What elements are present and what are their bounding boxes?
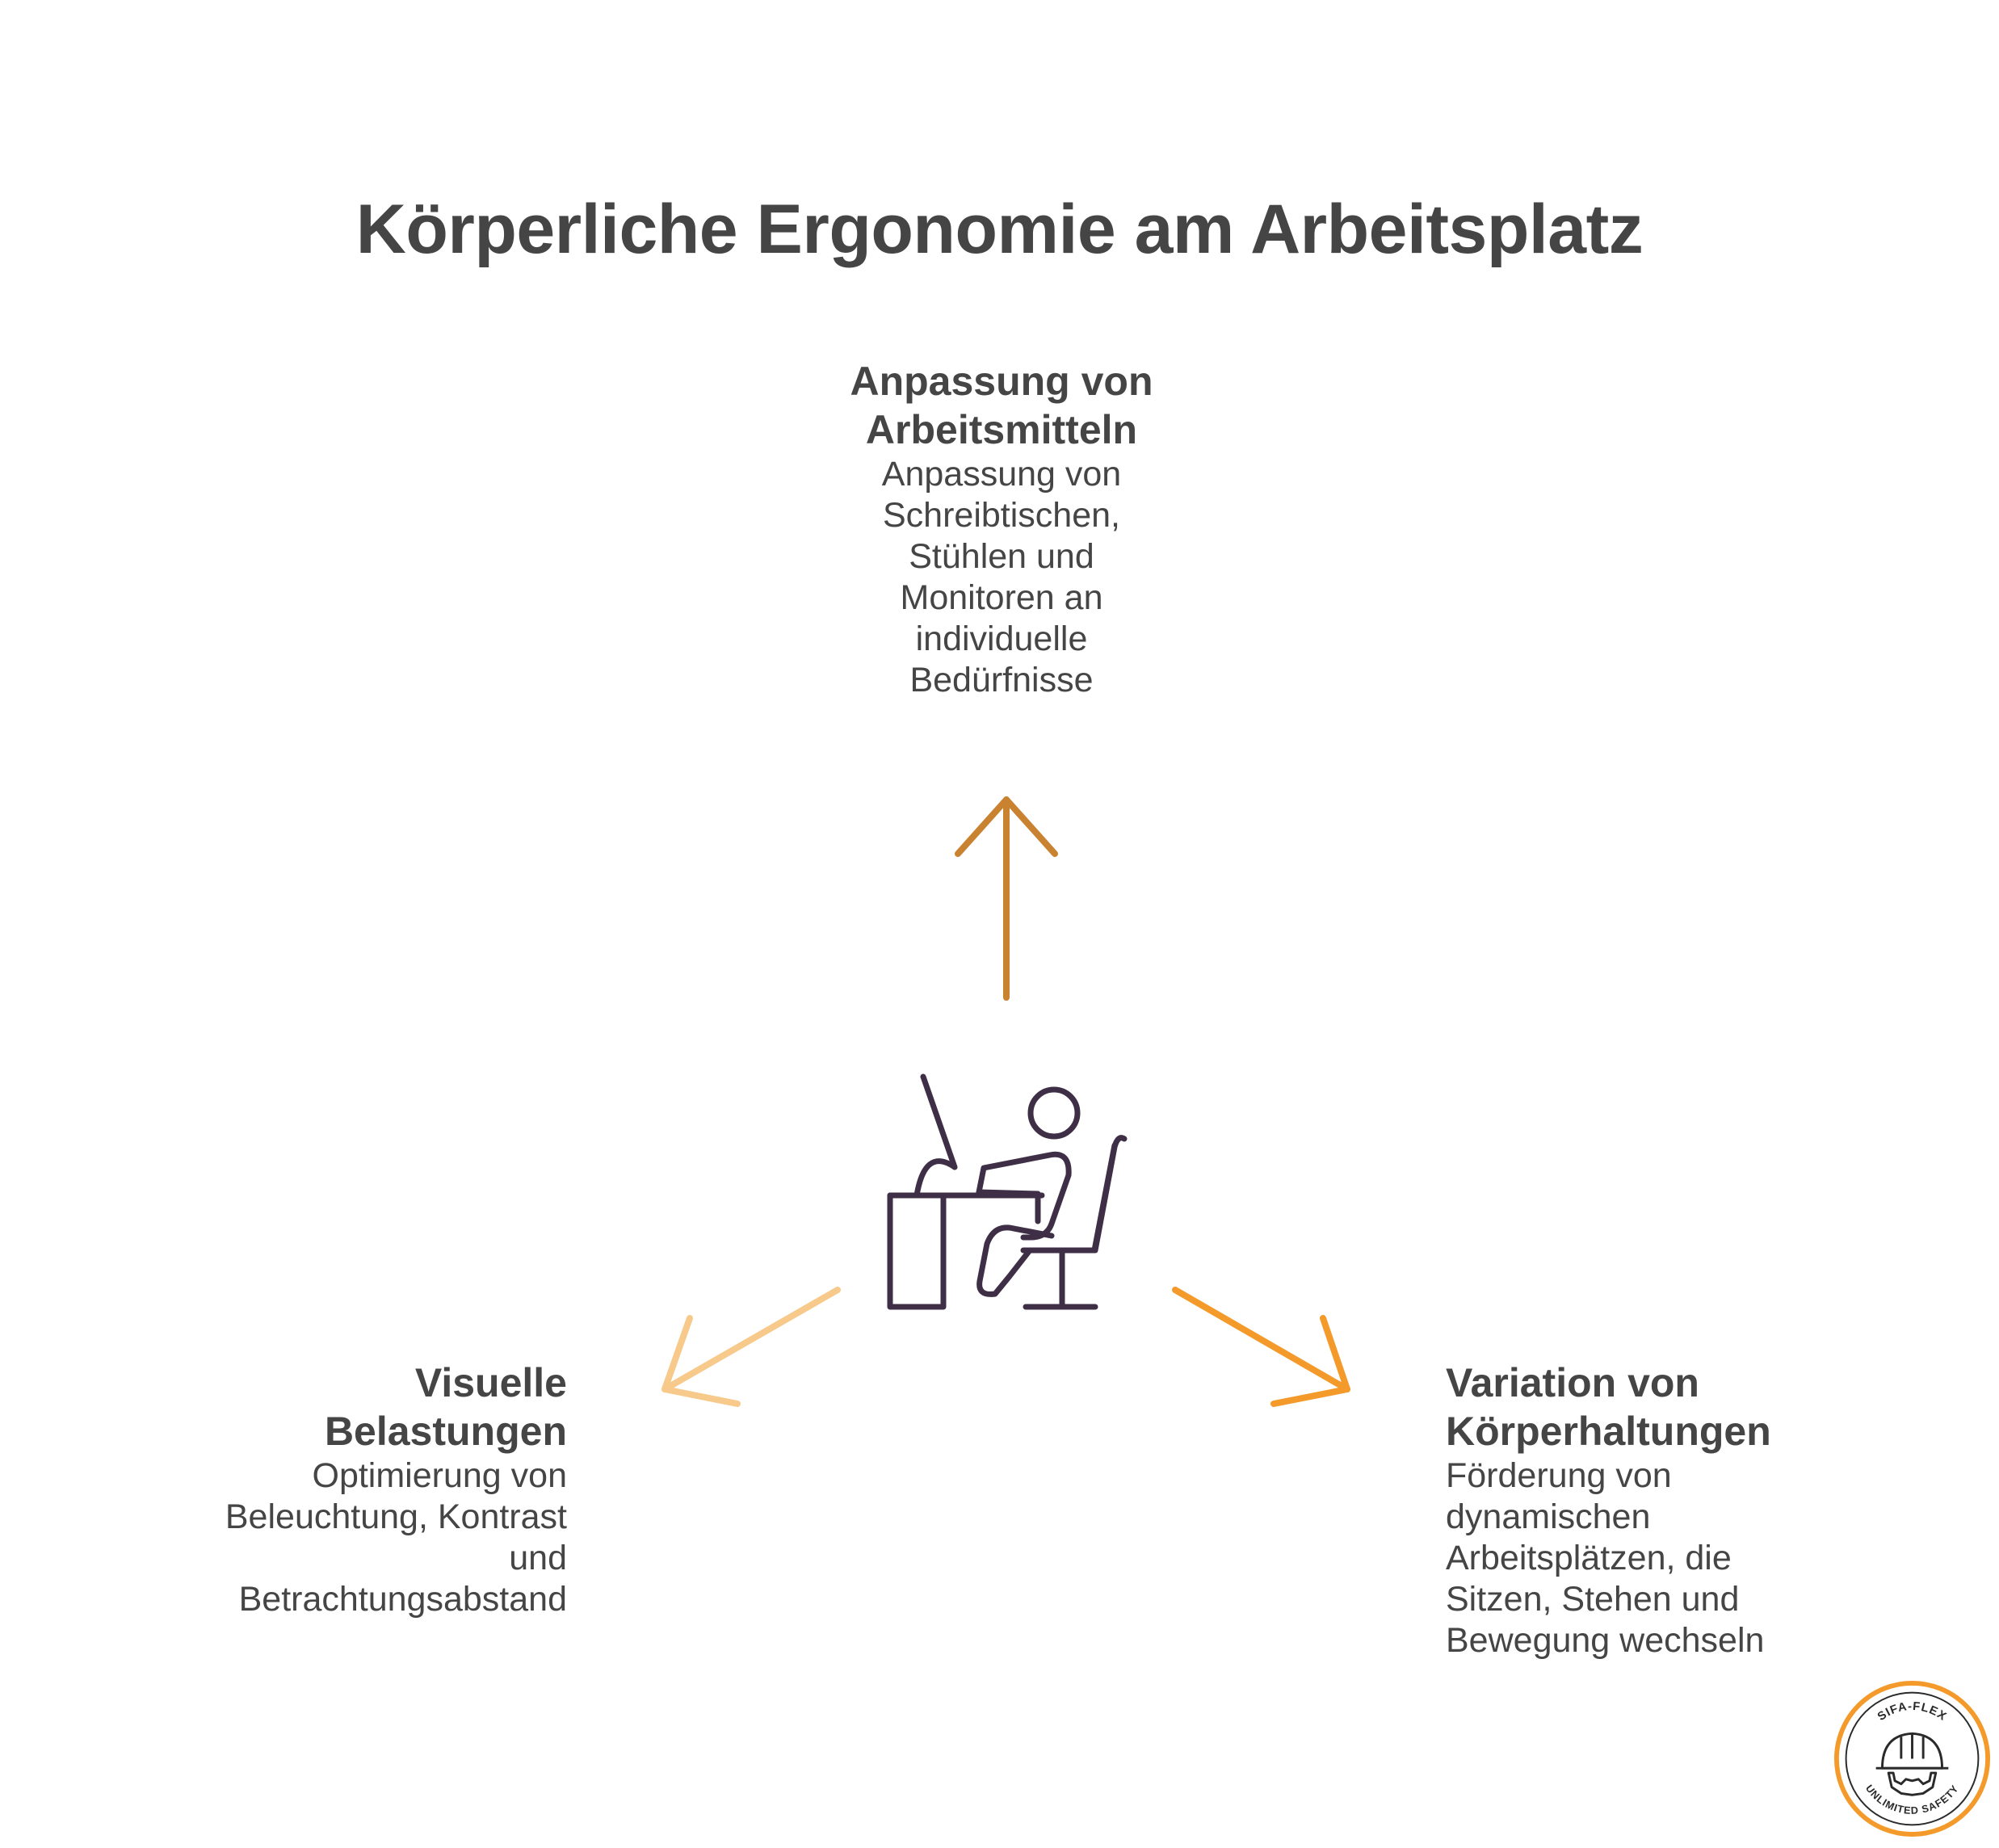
item-description: Anpassung von Schreibtischen, Stühlen und Monitoren an individuelle Bedürfnisse	[881, 455, 1122, 699]
page-title: Körperliche Ergonomie am Arbeitsplatz	[355, 191, 1644, 268]
logo-bottom-text: UNLIMITED SAFETY	[1863, 1783, 1961, 1816]
arrow-down-right-icon	[1175, 1290, 1347, 1404]
item-heading: Visuelle Belastungen	[324, 1360, 567, 1454]
person-at-desk-icon	[890, 1077, 1124, 1307]
item-description: Optimierung von Beleuchtung, Kontrast und Betrachtungsabstand	[225, 1456, 567, 1619]
arrow-down-left-icon	[665, 1290, 838, 1404]
item-koerperhaltungen	[1446, 1359, 1866, 1661]
sifa-flex-logo	[1833, 1680, 1991, 1838]
item-heading: Anpassung von Arbeitsmitteln	[850, 359, 1153, 452]
item-visuelle-belastungen	[162, 1359, 567, 1620]
item-arbeitsmittel	[775, 357, 1228, 701]
arrow-up-icon	[958, 800, 1055, 998]
item-heading: Variation von Körperhaltungen	[1446, 1360, 1771, 1454]
item-description: Förderung von dynamischen Arbeitsplätzen, die Sitzen, Stehen und Bewegung wechseln	[1446, 1456, 1765, 1660]
logo-top-text: SIFA-FLEX	[1875, 1699, 1950, 1724]
